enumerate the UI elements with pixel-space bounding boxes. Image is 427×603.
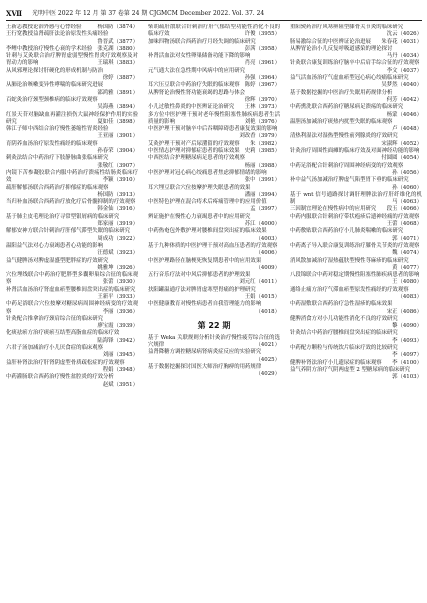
toc-entry-author: 李（4100） — [392, 359, 422, 366]
toc-entry-title: 中药敷贴联合西药治疗小儿肺炎喘嗽的临床研究 — [290, 228, 404, 235]
toc-entry — [290, 39, 422, 46]
toc-entry — [6, 214, 138, 229]
toc-entry-author: 刘丽（3945） — [102, 352, 138, 359]
toc-entry — [148, 68, 280, 83]
toc-entry-author: 黎（4090） — [392, 323, 422, 330]
toc-entry-author: 张敬红（3907） — [97, 162, 138, 169]
toc-entry — [290, 90, 422, 105]
toc-entry-title: 刺灸法结合中药治疗下肢静脉曲张临床研究 — [6, 155, 109, 162]
toc-entry-title: 育阴养血汤治疗原发性痛经的临床观察 — [6, 140, 98, 147]
toc-entry-title: 中医健康教育对慢性病患者自我管理能力的影响 — [148, 301, 262, 308]
toc-entry — [6, 316, 138, 331]
toc-entry — [290, 360, 422, 367]
toc-entry — [6, 185, 138, 200]
toc-entry — [6, 301, 138, 316]
toc-entry — [290, 206, 422, 213]
toc-entry-title: 柴胡疏肝散联合针刺治疗肝气郁结型功能性消化不良的临床疗效 — [148, 24, 280, 38]
toc-entry — [148, 104, 280, 111]
toc-entry-title: 穴位埋线联合中药治疗肥胖型多囊卵巢综合征的临床观察 — [6, 272, 138, 286]
toc-entry-title: 中药灌肠联合西药治疗慢性盆腔炎的疗效分析 — [6, 374, 114, 381]
toc-entry-author: 赵斌（3951） — [102, 381, 138, 388]
toc-entry-title: 中医护理路径在脑梗死恢复期患者中的应用效果 — [148, 257, 262, 264]
toc-entry-title: 中药熏洗联合西药治疗糖尿病足溃疡的临床研究 — [290, 104, 404, 111]
toc-entry — [148, 364, 280, 379]
toc-entry-title: 健脾消食方对小儿功能性消化不良的疗效研究 — [290, 315, 398, 322]
toc-entry-author: 肖亮（3961） — [244, 60, 280, 67]
toc-entry-author: 吴海燕（3894） — [97, 104, 138, 111]
toc-entry-title: 从脾肾论治慢性肾功能衰竭的思路与体会 — [148, 89, 246, 96]
toc-entry — [290, 163, 422, 178]
toc-entry-title: 中医特色护理在混合痔术后疼痛管理中的应用价值 — [148, 199, 267, 206]
toc-entry-title: 从脾胃论治小儿反复呼吸道感染的理论探讨 — [290, 45, 393, 52]
toc-entry-title: 辨证施护在慢性心力衰竭患者中的应用研究 — [148, 213, 251, 220]
toc-entry — [6, 126, 138, 141]
toc-entry-title: 多方位中医护理干预对老年慢性阻塞性肺疾病患者生活质量的影响 — [148, 111, 280, 125]
toc-entry — [148, 335, 280, 350]
toc-entry-title: 小儿过敏性鼻炎的中医辨证论治研究 — [148, 104, 235, 111]
toc-entry-author: 卢（4048） — [392, 126, 422, 133]
toc-entry — [148, 82, 280, 89]
toc-entry-title: 解郁安神方联合针刺治疗肝郁气滞型失眠的临床研究 — [6, 228, 130, 235]
toc-entry-author: 孙强（3964） — [244, 75, 280, 82]
toc-entry-title: 王行宽教授益肾疏肝法论治原发性头痛经验 — [6, 31, 109, 38]
toc-entry-title: 从风邪理论探讨肝硬化的形成机制与防治 — [6, 67, 104, 74]
toc-entry-author: 朱（3982） — [250, 140, 280, 147]
toc-entry — [6, 330, 138, 345]
toc-entry — [290, 46, 422, 61]
toc-entry-author: 韩金仙（3916） — [97, 206, 138, 213]
toc-entry — [148, 170, 280, 185]
toc-entry — [6, 243, 138, 258]
toc-entry-author: （4006） — [255, 250, 280, 257]
toc-entry-author: 马丹（4034） — [386, 53, 422, 60]
toc-entry-author: （4083） — [397, 293, 422, 300]
toc-entry-title: 温胆汤加减治疗痰热内扰型失眠的临床观察 — [290, 118, 393, 125]
toc-entry — [6, 345, 138, 360]
toc-entry — [148, 199, 280, 214]
toc-entry-title: 加味四物汤联合西药治疗月经失调的临床研究 — [148, 38, 256, 45]
toc-entry-title: 基于 wnt 信号通路探讨调肝理脾法治疗肝纤维化的机制 — [290, 191, 422, 206]
toc-entry — [290, 24, 422, 39]
toc-entry-title: 益肝补肾法治疗肝肾阴虚型骨质疏松症的疗效观察 — [6, 359, 125, 366]
toc-entry-title: 化痰祛瘀方治疗痰瘀互结型高脂血症的临床疗效 — [6, 330, 120, 337]
toc-entry-title: 中医护理对冠心病心绞痛患者焦虑抑郁情绪的影响 — [148, 169, 267, 176]
toc-entry-author: 宋正（4086） — [386, 308, 422, 315]
toc-entry-title: 补肾活血法对女性卵巢储备功能下降的影响 — [148, 53, 251, 60]
toc-entry-author: 王娟（4015） — [244, 293, 280, 300]
toc-entry-title: 通络止痛方治疗气滞血瘀型原发性痛经的疗效观察 — [290, 286, 409, 293]
toc-entry — [6, 68, 138, 83]
toc-entry-author: 黄（4077） — [392, 264, 422, 271]
toc-entry-title: 耳穴埋豆联合穴位按摩护理失眠患者的效果 — [148, 184, 251, 191]
toc-entry-title: 针灸治疗周围性面瘫的临床疗效及对面神经功能的影响 — [290, 148, 420, 155]
toc-entry-title: 三因制宜理论在慢性病中的应用研究 — [290, 206, 377, 213]
toc-entry-title: 益肾降糖方调控糖尿病肾病炎症反应的实验研究 — [148, 349, 262, 356]
toc-entry-title: 中西医结合护理糖尿病足患者的疗效观察 — [148, 155, 246, 162]
toc-entry — [6, 374, 138, 389]
toc-entry — [148, 126, 280, 141]
toc-entry-author: 马（4063） — [392, 199, 422, 206]
toc-entry-author: 廖宝霞（3939） — [97, 323, 138, 330]
toc-entry — [290, 148, 422, 163]
toc-entry-author: 徐辉（3970） — [244, 96, 280, 103]
toc-entry-title: 中医情志护理对抑郁症患者的临床效果 — [148, 148, 240, 155]
toc-entry-author: 杨蒙（4046） — [386, 111, 422, 118]
toc-entry-author: 杨丽（3988） — [244, 162, 280, 169]
toc-entry-title: 六君子汤加减治疗小儿厌食症的临床观察 — [6, 345, 104, 352]
toc-entry-author: 张克湖（3880） — [97, 45, 138, 52]
toc-entry-title: 针灸联合康复训练治疗脑卒中后肩手综合征的疗效观察 — [290, 60, 420, 67]
toc-entry — [6, 287, 138, 302]
toc-column-3 — [290, 24, 422, 599]
toc-entry-author: 王新平（3933） — [97, 293, 138, 300]
toc-entry-author: 许俊（3955） — [244, 31, 280, 38]
toc-entry — [290, 243, 422, 258]
toc-entry-title: 温阳益气法对心力衰竭患者心功能的影响 — [6, 242, 104, 249]
toc-entry — [6, 199, 138, 214]
toc-entry-title: 艾灸护理干预对产后尿潴留的疗效观察 — [148, 140, 240, 147]
toc-entry — [290, 177, 422, 192]
toc-entry — [290, 316, 422, 331]
toc-entry-title: 百蛇灸治疗颈型颈椎病的临床疗效观察 — [6, 96, 98, 103]
toc-entry-title: 基于九种体质的中医护理干预对高血压患者的疗效观察 — [148, 242, 278, 249]
toc-entry — [290, 192, 422, 207]
toc-entry-author: 魏（4074） — [392, 250, 422, 257]
toc-entry-author: 吴梦然（4040） — [381, 82, 422, 89]
toc-entry — [148, 228, 280, 243]
toc-entry-title: 基于肺主皮毛理论治疗寻常型银屑病的临床研究 — [6, 213, 120, 220]
toc-entry-author: 段玉（4066） — [386, 206, 422, 213]
toc-entry-title: 针灸配合推拿治疗颈肩综合征的临床研究 — [6, 315, 104, 322]
toc-entry — [6, 272, 138, 287]
toc-entry — [6, 141, 138, 156]
toc-entry — [148, 243, 280, 258]
toc-entry-author: （4021） — [255, 342, 280, 349]
toc-entry-author: 杨国防（3913） — [97, 191, 138, 198]
toc-entry-author: 苏江（4000） — [244, 221, 280, 228]
toc-entry — [148, 349, 280, 364]
toc-entry — [290, 214, 422, 229]
toc-entry-title: 中药内服联合针刺治疗带状疱疹后遗神经痛的疗效观察 — [290, 213, 420, 220]
toc-entry-author: 汪德斌（3923） — [97, 250, 138, 257]
toc-entry-author: 史莉（3985） — [244, 148, 280, 155]
toc-entry-title: 八段锦联合中药对稳定期慢性阻塞性肺疾病患者的影响 — [290, 272, 420, 279]
toc-entry-title: 五行音乐疗法对中风后抑郁患者的护理效果 — [148, 272, 251, 279]
toc-entry — [6, 360, 138, 375]
toc-entry-title: 当归补血汤联合西药治疗放化疗后骨髓抑制的疗效观察 — [6, 199, 136, 206]
toc-entry — [6, 82, 138, 97]
toc-entry — [290, 272, 422, 287]
toc-entry-author: 王瑞琪（3883） — [97, 60, 138, 67]
toc-entry-author: 李丽（3936） — [102, 308, 138, 315]
toc-entry — [148, 272, 280, 287]
toc-entry — [148, 112, 280, 127]
toc-entry-title: 益气养阴方治疗气阴两虚型 2 型糖尿病的临床研究 — [290, 366, 411, 373]
issue-heading: 第 22 期 — [197, 320, 231, 330]
toc-entry-author: （4029） — [255, 371, 280, 378]
toc-entry-title: 中药离子导入联合康复训练治疗膝骨关节炎的疗效观察 — [290, 242, 420, 249]
toc-entry — [148, 258, 280, 273]
toc-entry-author: （4003） — [255, 235, 280, 242]
toc-entry-title: 益气健脾汤对脾虚湿盛型肥胖症的疗效研究 — [6, 257, 109, 264]
toc-entry-author: 郭（4103） — [392, 374, 422, 381]
toc-entry-title: 针刺与艾灸联合治疗脾胃虚弱型慢性胃炎疗效观察及对胃动力的影响 — [6, 53, 138, 67]
toc-entry — [290, 367, 422, 382]
toc-entry-author: 王（4080） — [392, 279, 422, 286]
toc-entry-author: （4009） — [255, 264, 280, 271]
toc-entry — [6, 112, 138, 127]
toc-column-1 — [6, 24, 138, 599]
toc-entry-title: 针灸结合中药治疗腰椎间盘突出症的临床研究 — [290, 330, 398, 337]
toc-entry-author: 孙（4060） — [392, 184, 422, 191]
toc-entry — [6, 31, 138, 46]
toc-entry-title: 中医护理干预对脑卒中后吞咽障碍患者康复效果的影响 — [148, 126, 278, 133]
toc-entry-author: 沈云（4026） — [386, 31, 422, 38]
toc-entry-author: 李（4093） — [392, 337, 422, 344]
toc-entry-author: 何芳（4042） — [386, 96, 422, 103]
toc-entry — [6, 97, 138, 112]
toc-entry-author: 陈婷（3967） — [244, 82, 280, 89]
toc-entry-title: 从肺论治咳嗽变异性哮喘的临床研究进展 — [6, 82, 104, 89]
toc-entry-title: 中药足浴配合针刺治疗周围神经病变的疗效观察 — [290, 162, 404, 169]
toc-entry — [148, 185, 280, 200]
toc-entry-author: 鲁晋武（3877） — [97, 38, 138, 45]
toc-entry-author: 刘改香（3979） — [239, 133, 280, 140]
toc-entry-author: 张中（3991） — [244, 177, 280, 184]
toc-column-2 — [148, 24, 280, 599]
toc-entry-author: 夏如佳（3898） — [97, 118, 138, 125]
toc-entry — [290, 104, 422, 119]
toc-entry-title: 红景天苷对脑缺血再灌注损伤大鼠神经保护作用的实验研究 — [6, 111, 138, 125]
toc-entry — [290, 301, 422, 316]
toc-entry-title: 李鲤中教授治疗慢性心衰的学术经验 — [6, 45, 93, 52]
toc-entry — [290, 75, 422, 90]
toc-entry-author: 付圆圆（4054） — [381, 155, 422, 162]
toc-entry — [6, 53, 138, 68]
toc-entry — [290, 133, 422, 148]
toc-entry-author: （4018） — [255, 308, 280, 315]
toc-entry — [290, 119, 422, 134]
toc-entry-author: 程娟（3948） — [102, 366, 138, 373]
toc-entry — [148, 141, 280, 148]
toc-entry-author: 潘丽（3994） — [244, 191, 280, 198]
toc-entry — [148, 24, 280, 39]
toc-entry-title: 肠易激综合征的中医辨证论治进展 — [290, 38, 371, 45]
toc-entry-title: 元气通大法在急性期中风病中的应用研究 — [148, 67, 246, 74]
toc-entry-title: 基于数据挖掘的中医治疗失眠用药规律分析 — [290, 89, 393, 96]
toc-entry-author: 陆海锋（3942） — [97, 337, 138, 344]
toc-entry-title: 内镜下苦参凝胶联合内服中药治疗溃疡性结肠炎临床疗效 — [6, 169, 138, 184]
page-header — [6, 8, 422, 21]
toc-entry-author: 彭茜（3958） — [244, 45, 280, 52]
toc-entry-author: 李（4097） — [392, 352, 422, 359]
toc-entry-author: 孙春荣（3904） — [97, 148, 138, 155]
toc-entry — [148, 287, 280, 302]
toc-entry — [290, 60, 422, 75]
toc-entry-author: 李文（4037） — [386, 67, 422, 74]
toc-entry-title: 消风散加减治疗湿热蕴肤型慢性荨麻疹的临床研究 — [290, 257, 409, 264]
toc-entry-author: 张蕾（3930） — [102, 279, 138, 286]
toc-entry-title: 健脾补肾法治疗小儿遗尿症的临床观察 — [290, 359, 382, 366]
toc-entry-author: 王林（3973） — [244, 104, 280, 111]
toc-entry — [148, 39, 280, 54]
toc-entry-author: 孙（4056） — [392, 169, 422, 176]
toc-entry-author: 朱春花（4031） — [381, 38, 422, 45]
toc-entry — [6, 170, 138, 185]
page-number: XⅦ — [6, 9, 23, 18]
toc-entry-author: 杨国防（3874） — [97, 24, 138, 30]
toc-entry — [290, 345, 422, 360]
toc-entry — [290, 258, 422, 273]
toc-entry-author: 李颖（3910） — [102, 177, 138, 184]
toc-entry-author: （4025） — [255, 356, 280, 363]
toc-entry-author: 王亚丽（3901） — [97, 133, 138, 140]
toc-entry — [148, 214, 280, 229]
toc-entry-title: 基于 Weka 关联规则分析针灸治疗慢性疲劳综合征的选穴规律 — [148, 334, 280, 349]
toc-entry-author: 郭（4071） — [392, 235, 422, 242]
toc-entry — [290, 287, 422, 302]
toc-entry — [6, 228, 138, 243]
toc-entry-title: 益气活血汤治疗气虚血瘀型冠心病心绞痛临床研究 — [290, 75, 409, 82]
toc-entry-title: 韩江子师中西结合治疗慢性萎缩性胃炎经验 — [6, 126, 109, 133]
toc-entry — [148, 53, 280, 68]
toc-entry-title: 扶阳罐温通疗法对脾胃虚寒型胃痛的护理研究 — [148, 286, 256, 293]
toc-entry — [148, 155, 280, 170]
toc-entry-title: 中药热奄包外敷护理对腰椎间盘突出症的临床效果 — [148, 228, 267, 235]
toc-entry — [290, 330, 422, 345]
toc-entry-title: 中药配方颗粒与传统饮片临床疗效的比较研究 — [290, 345, 398, 352]
toc-entry-title: 补中益气汤加减治疗脾虚气陷型胃下垂的临床研究 — [290, 177, 409, 184]
toc-entry — [6, 258, 138, 273]
toc-entry-author: 周成功（3922） — [97, 235, 138, 242]
toc-entry — [290, 228, 422, 243]
toc-entry-title: 疏肝解郁汤联合西药治疗抑郁症的临床观察 — [6, 184, 109, 191]
toc-entry-author: 王蕾（4068） — [386, 221, 422, 228]
toc-entry-author: 刘艳（3976） — [244, 118, 280, 125]
toc-entry-author: 宋淑辉（4052） — [381, 140, 422, 147]
toc-entry-author: 徐婷（3887） — [102, 75, 138, 82]
toc-entry-title: 重阳熨药治疗风寒痹阻型膝骨关节炎的临床研究 — [290, 24, 404, 30]
table-of-contents — [6, 24, 422, 599]
toc-entry-author: 邵鸿雅（3891） — [97, 89, 138, 96]
toc-entry — [148, 301, 280, 316]
toc-entry-author: 郑家丽（3919） — [97, 221, 138, 228]
toc-entry-title: 基于数据挖掘探讨国医大师治疗胸痹的用药规律 — [148, 364, 262, 371]
toc-entry-author: 孟（3997） — [250, 206, 280, 213]
toc-entry-author: 姚雅坤（3926） — [97, 264, 138, 271]
toc-entry-title: 中药湿敷联合西药治疗急性湿疹的临床效果 — [290, 301, 393, 308]
toc-entry — [148, 90, 280, 105]
toc-entry-title: 补肾活血汤治疗肾虚血瘀型腰椎间盘突出症的临床研究 — [6, 286, 136, 293]
toc-entry-author: 刘元红（4011） — [239, 279, 280, 286]
toc-entry — [6, 155, 138, 170]
journal-info: 光明中医 2022 年 12 月 第 37 卷第 24 期 CJGMCM December 2022. Vol. 37. 24 — [32, 10, 265, 17]
toc-entry-title: 耳穴压豆联合中药治疗失眠的临床观察 — [148, 82, 240, 89]
toc-entry-title: 王新志教授论治外感与心悸经验 — [6, 24, 82, 30]
toc-entry-title: 中药足浴联合穴位按摩对糖尿病周围神经病变的疗效观察 — [6, 301, 138, 315]
toc-entry-title: 清热利湿法对湿热型慢性前列腺炎的疗效研究 — [290, 133, 398, 140]
